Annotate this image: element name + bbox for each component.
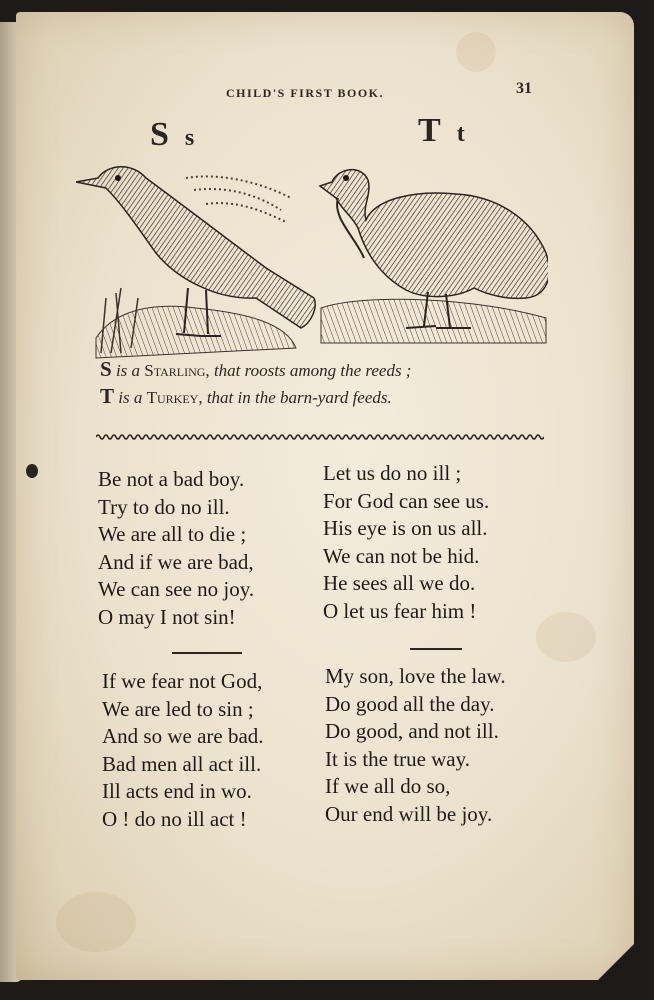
page-number: 31 [516,80,532,97]
verse-line: And if we are bad, [98,549,254,574]
caption-bird-name: Starling, [144,361,210,380]
capital-letter: S [150,116,169,153]
caption-initial: S [100,357,112,381]
verse-line: Let us do no ill ; [323,461,462,485]
caption-turkey [100,384,392,409]
bird-engraving [76,158,548,362]
verse-line: His eye is on us all. [323,516,488,540]
caption-connector: is a [115,361,141,380]
caption-rest: that in the barn-yard feeds. [206,388,392,407]
verse-line: O ! do no ill act ! [102,806,247,831]
paper-stain [56,892,136,952]
stanza1-left-column [98,466,254,631]
caption-initial: T [100,384,115,408]
verse-line: It is the true way. [325,746,471,771]
verse-line: Bad men all act ill. [102,751,262,776]
verse-line: Do good, and not ill. [325,719,499,743]
stanza2-right-column [325,663,506,828]
verse-line: Try to do no ill. [98,494,230,519]
stanza1-right-column [323,460,489,625]
verse-line: If we all do so, [325,774,451,798]
caption-rest: that roosts among the reeds ; [213,361,412,380]
verse-line: O let us fear him ! [323,598,477,623]
wavy-divider [96,430,544,444]
verse-line: My son, love the law. [325,664,506,688]
verse-line: We can see no joy. [98,577,255,601]
paper-stain [536,612,596,662]
stanza-divider-right [410,648,462,650]
turkey-illustration [320,170,548,343]
verse-line: Be not a bad boy. [98,467,245,491]
binding-hole [26,464,38,478]
verse-line: We are all to die ; [98,522,247,546]
letter-heading-t [418,112,465,150]
verse-line: And so we are bad. [102,724,264,748]
stanza-divider-left [172,652,242,654]
caption-starling [100,357,411,382]
letter-heading-s [150,116,194,154]
verse-line: O may I not sin! [98,604,236,629]
stanza2-left-column [102,668,264,833]
running-head: CHILD'S FIRST BOOK. [226,86,384,100]
lowercase-letter: t [456,121,465,147]
verse-line: Our end will be joy. [325,801,493,826]
verse-line: Ill acts end in wo. [102,779,252,803]
verse-line: If we fear not God, [102,669,263,693]
verse-line: We are led to sin ; [102,696,254,721]
caption-bird-name: Turkey, [146,388,203,407]
paper-stain [456,32,496,72]
verse-line: He sees all we do. [323,571,476,595]
capital-letter: T [418,112,441,149]
verse-line: Do good all the day. [325,691,495,716]
caption-connector: is a [118,388,143,407]
verse-line: We can not be hid. [323,543,480,568]
lowercase-letter: s [184,125,195,151]
starling-illustration [76,167,315,358]
verse-line: For God can see us. [323,488,490,513]
